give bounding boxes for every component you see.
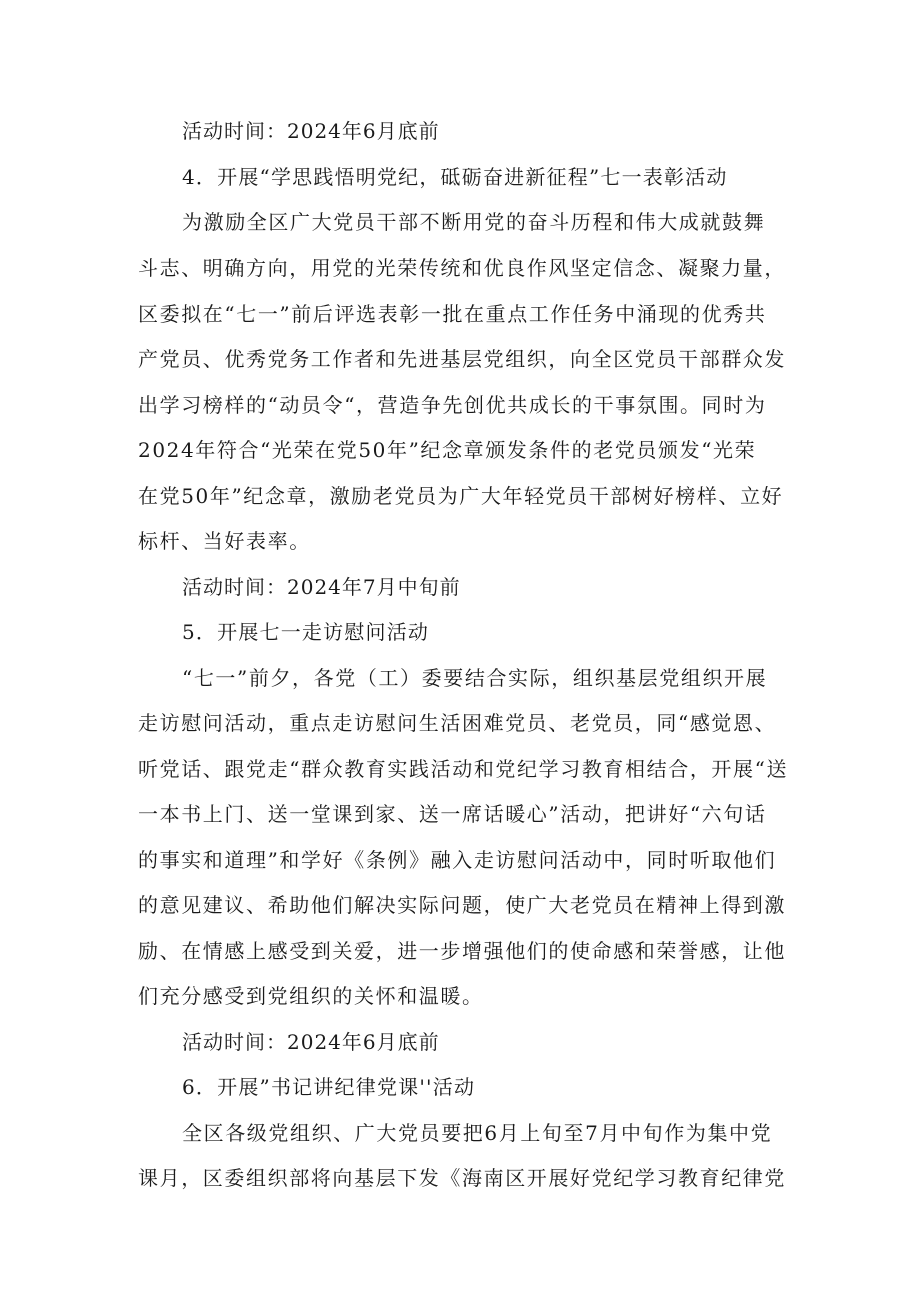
section-heading-5: 5．开展七一走访慰问活动 <box>182 620 430 644</box>
activity-time-line: 活动时间：2024年6月底前 <box>182 1030 440 1054</box>
paragraph-line: 们充分感受到党组织的关怀和温暖。 <box>138 984 484 1008</box>
paragraph-line: 出学习榜样的“动员令“，营造争先创优共成长的干事氛围。同时为 <box>138 393 767 417</box>
section-heading-6: 6．开展”书记讲纪律党课''活动 <box>182 1075 476 1099</box>
paragraph-line: 一本书上门、送一堂课到家、送一席话暖心”活动，把讲好“六句话 <box>138 802 767 826</box>
section-heading-4: 4．开展“学思践悟明党纪，砥砺奋进新征程”七一表彰活动 <box>182 165 728 189</box>
paragraph-line: 的意见建议、希助他们解决实际问题，使广大老党员在精神上得到激 <box>138 893 786 917</box>
paragraph-line: 在党50年”纪念章，激励老党员为广大年轻党员干部树好榜样、立好 <box>138 484 784 508</box>
activity-time-line: 活动时间：2024年7月中旬前 <box>182 575 461 599</box>
paragraph-line: “七一”前夕，各党（工）委要结合实际，组织基层党组织开展 <box>182 666 768 690</box>
paragraph-line: 产党员、优秀党务工作者和先进基层党组织，向全区党员干部群众发 <box>138 347 786 371</box>
paragraph-line: 斗志、明确方向，用党的光荣传统和优良作风坚定信念、凝聚力量， <box>138 256 786 280</box>
paragraph-line: 全区各级党组织、广大党员要把6月上旬至7月中旬作为集中党 <box>182 1121 773 1145</box>
paragraph-line: 标杆、当好表率。 <box>138 529 311 553</box>
paragraph-line: 课月，区委组织部将向基层下发《海南区开展好党纪学习教育纪律党 <box>138 1166 786 1190</box>
activity-time-line: 活动时间：2024年6月底前 <box>182 119 440 143</box>
paragraph-line: 听党话、跟党走“群众教育实践活动和党纪学习教育相结合，开展“送 <box>138 757 789 781</box>
paragraph-line: 区委拟在“七一”前后评选表彰一批在重点工作任务中涌现的优秀共 <box>138 302 767 326</box>
paragraph-line: 为激励全区广大党员干部不断用党的奋斗历程和伟大成就鼓舞 <box>182 210 766 234</box>
paragraph-line: 励、在情感上感受到关爱，进一步增强他们的使命感和荣誉感，让他 <box>138 939 786 963</box>
paragraph-line: 2024年符合“光荣在党50年”纪念章颁发条件的老党员颁发“光荣 <box>138 438 757 462</box>
paragraph-line: 走访慰问活动，重点走访慰问生活困难党员、老党员，同“感觉恩、 <box>138 711 777 735</box>
paragraph-line: 的事实和道理”和学好《条例》融入走访慰问活动中，同时听取他们 <box>138 848 777 872</box>
